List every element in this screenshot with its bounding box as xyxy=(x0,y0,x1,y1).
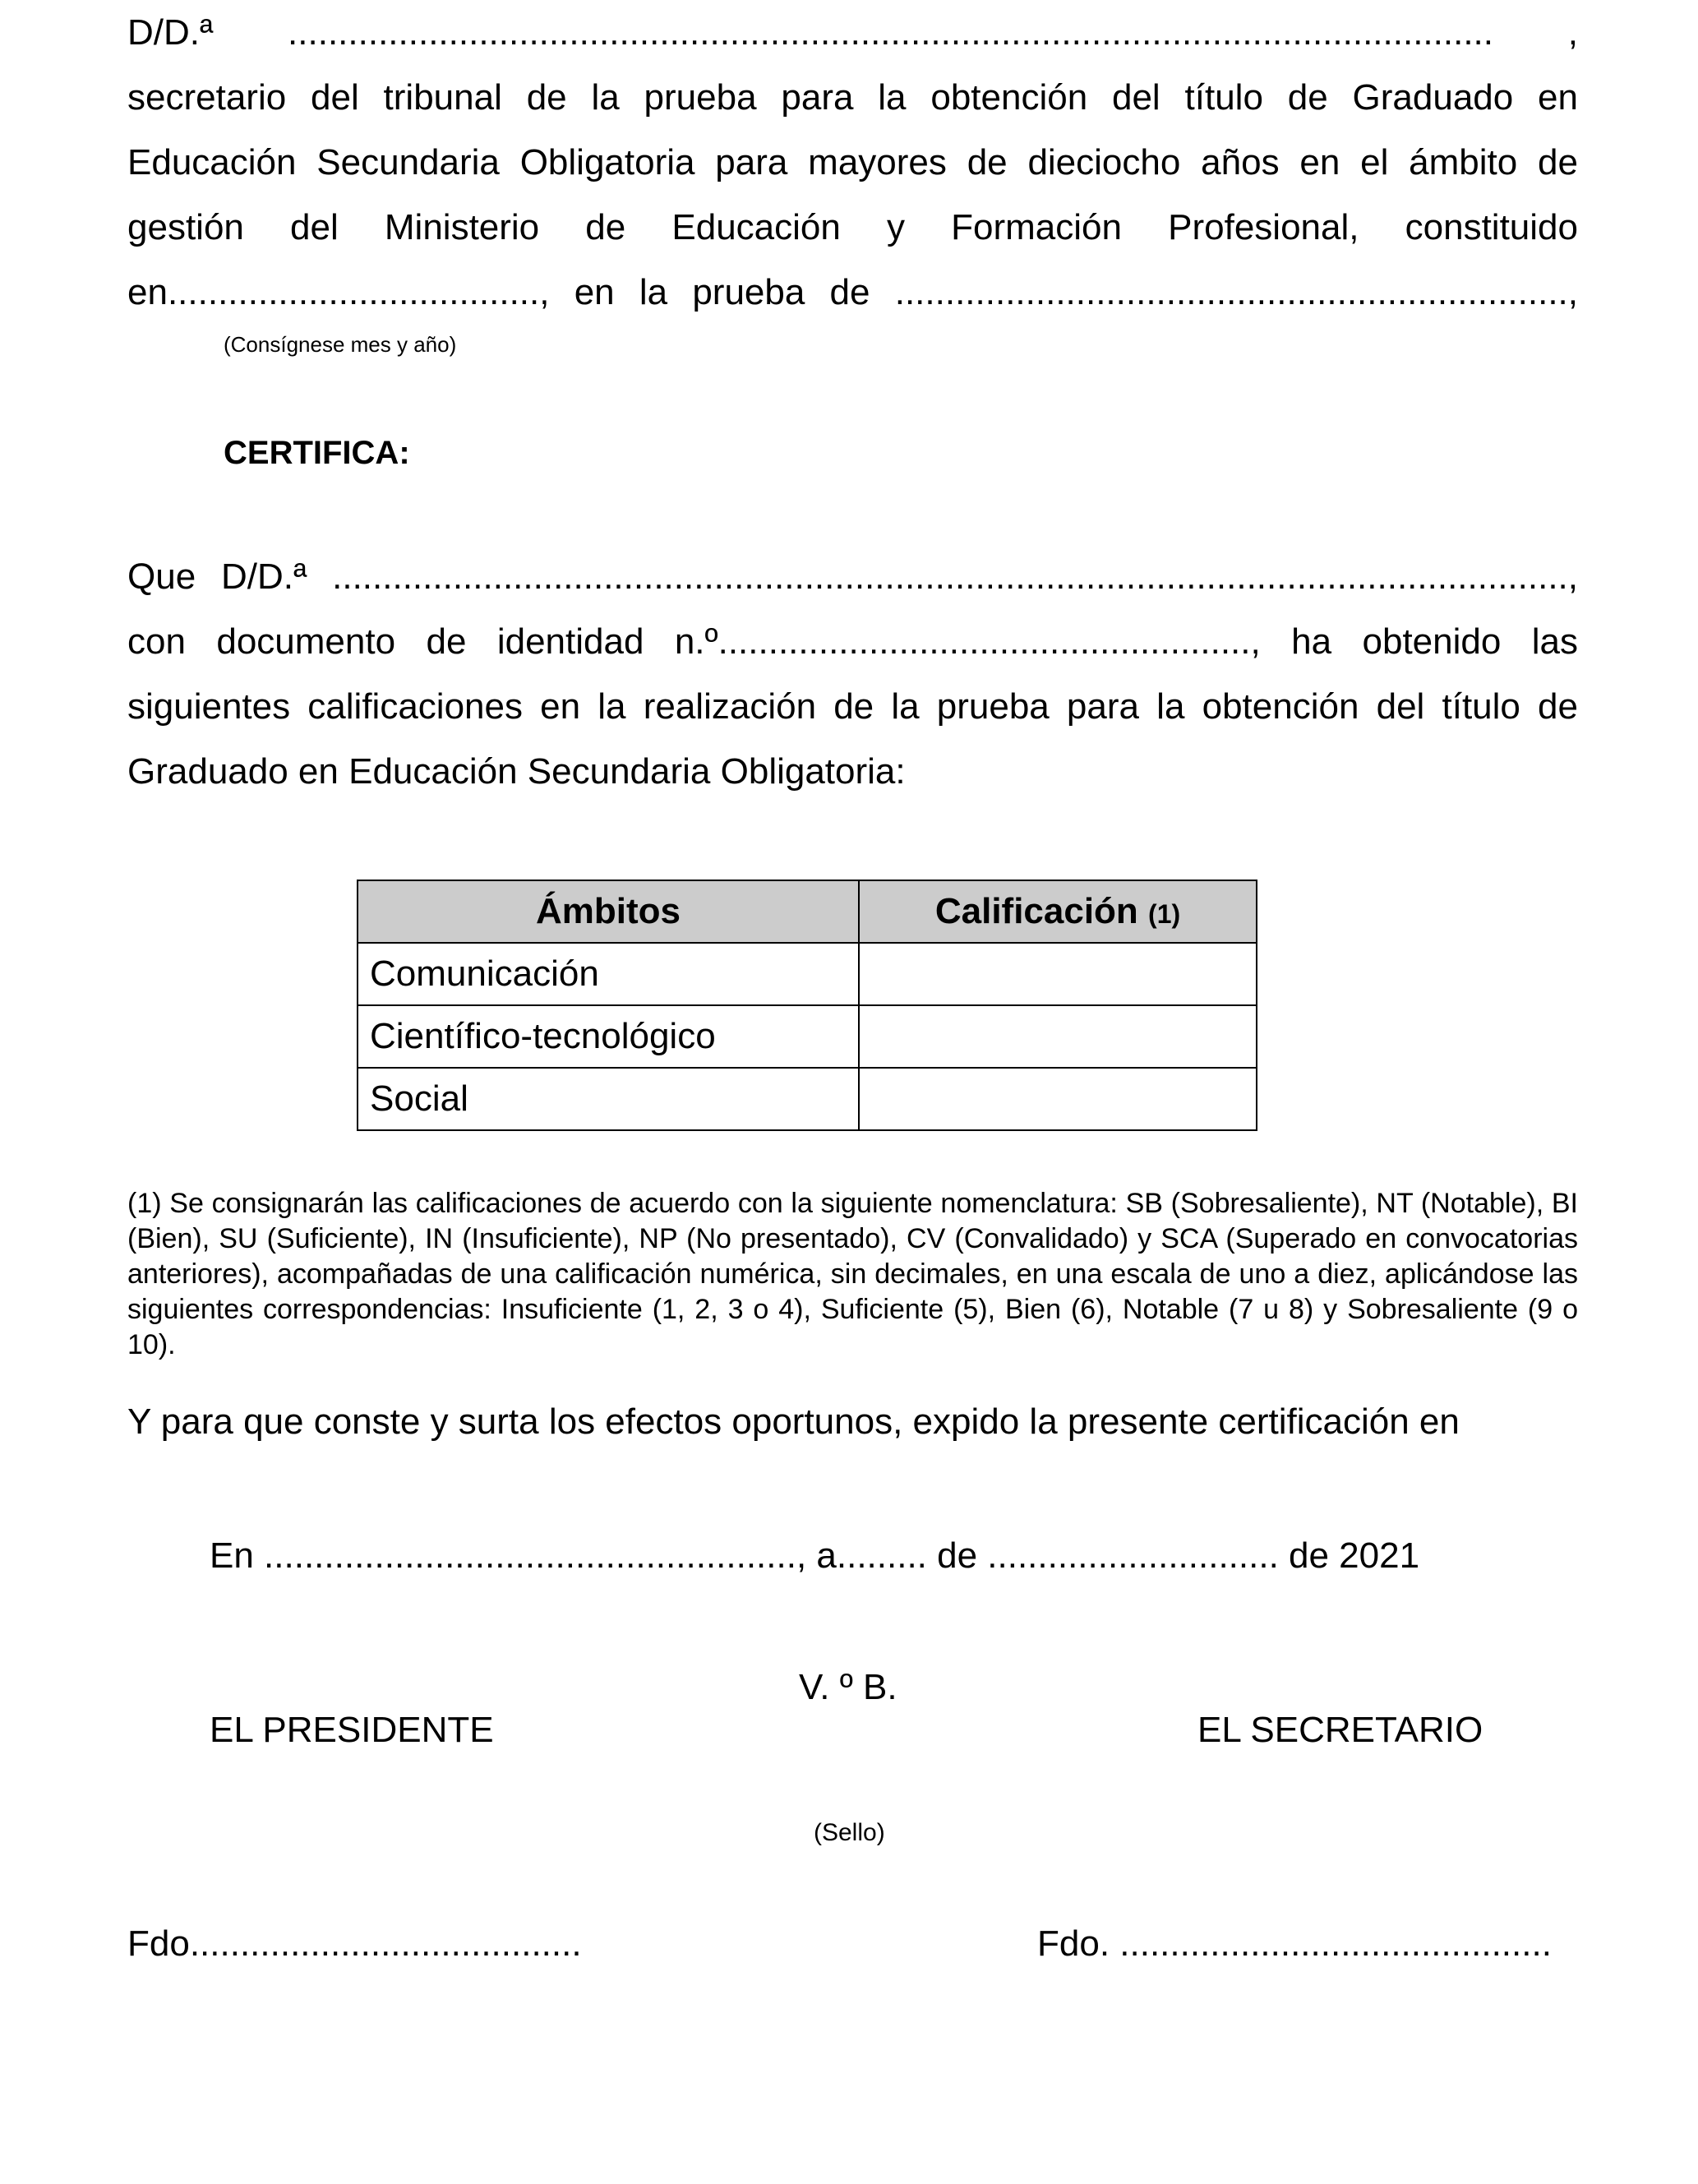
body-line-3: siguientes calificaciones en la realización de la prueba para la obtención del título de xyxy=(127,686,1578,727)
intro-line-4: gestión del Ministerio de Educación y Formación Profesional, constituido xyxy=(127,207,1578,247)
table-header-row xyxy=(358,880,1257,943)
footnote: (1) Se consignarán las calificaciones de acuerdo con la siguiente nomenclatura: SB (Sobresaliente), NT (Notable), BI (Bien), SU (Suficiente), IN (Insuficiente), NP (No presentado), CV (Convalidado) y SCA (Superado en convocatorias anteriores), acompañadas de una calificación numérica, sin decimales, en una escala de uno a diez, aplicándose las siguientes correspondencias: Insuficiente (1, 2, 3 o 4), Suficiente (5), Bien (6), Notable (7 u 8) y Sobresaliente (9 o 10). xyxy=(127,1188,1578,1360)
ambito-cell: Comunicación xyxy=(358,943,859,1005)
body-paragraph xyxy=(127,544,1578,804)
header-calificacion-note: (1) xyxy=(1148,899,1181,929)
president-signature-line: Fdo....................................... xyxy=(127,1923,582,1964)
calificacion-cell[interactable] xyxy=(859,943,1257,1005)
ambito-cell: Social xyxy=(358,1068,859,1130)
intro-line-5: en....................................., en la prueba de ..................................................................., xyxy=(127,272,1578,312)
intro-line-1: D/D.ª ........................................................................................................................ , xyxy=(127,12,1578,53)
table-row xyxy=(358,1005,1257,1068)
table-row xyxy=(358,1068,1257,1130)
secretary-label: EL SECRETARIO xyxy=(1197,1710,1483,1750)
header-calificacion-label: Calificación xyxy=(934,891,1138,931)
date-line: En ....................................................., a......... de ............................. de 2021 xyxy=(210,1535,1420,1576)
visto-bueno: V. º B. xyxy=(799,1667,897,1707)
intro-paragraph xyxy=(127,0,1578,325)
intro-line-3: Educación Secundaria Obligatoria para mayores de dieciocho años en el ámbito de xyxy=(127,142,1578,182)
body-line-4: Graduado en Educación Secundaria Obligatoria: xyxy=(127,751,906,792)
header-calificacion xyxy=(859,880,1257,943)
secretary-signature-line: Fdo. ........................................... xyxy=(1037,1923,1552,1964)
month-year-note: (Consígnese mes y año) xyxy=(224,332,457,357)
body-line-2: con documento de identidad n.º....................................................., ha obtenido las xyxy=(127,621,1578,662)
header-ambitos: Ámbitos xyxy=(358,880,859,943)
seal-label: (Sello) xyxy=(814,1819,885,1846)
ambito-cell: Científico-tecnológico xyxy=(358,1005,859,1068)
grades-table xyxy=(357,880,1257,1131)
closing-sentence: Y para que conste y surta los efectos oportunos, expido la presente certificación en xyxy=(127,1401,1460,1442)
body-line-1: Que D/D.ª ..........................................................................................................................., xyxy=(127,556,1578,597)
president-label: EL PRESIDENTE xyxy=(210,1710,494,1750)
table-row xyxy=(358,943,1257,1005)
intro-line-2: secretario del tribunal de la prueba para la obtención del título de Graduado en xyxy=(127,77,1578,118)
certifica-heading: CERTIFICA: xyxy=(224,435,410,471)
calificacion-cell[interactable] xyxy=(859,1068,1257,1130)
calificacion-cell[interactable] xyxy=(859,1005,1257,1068)
